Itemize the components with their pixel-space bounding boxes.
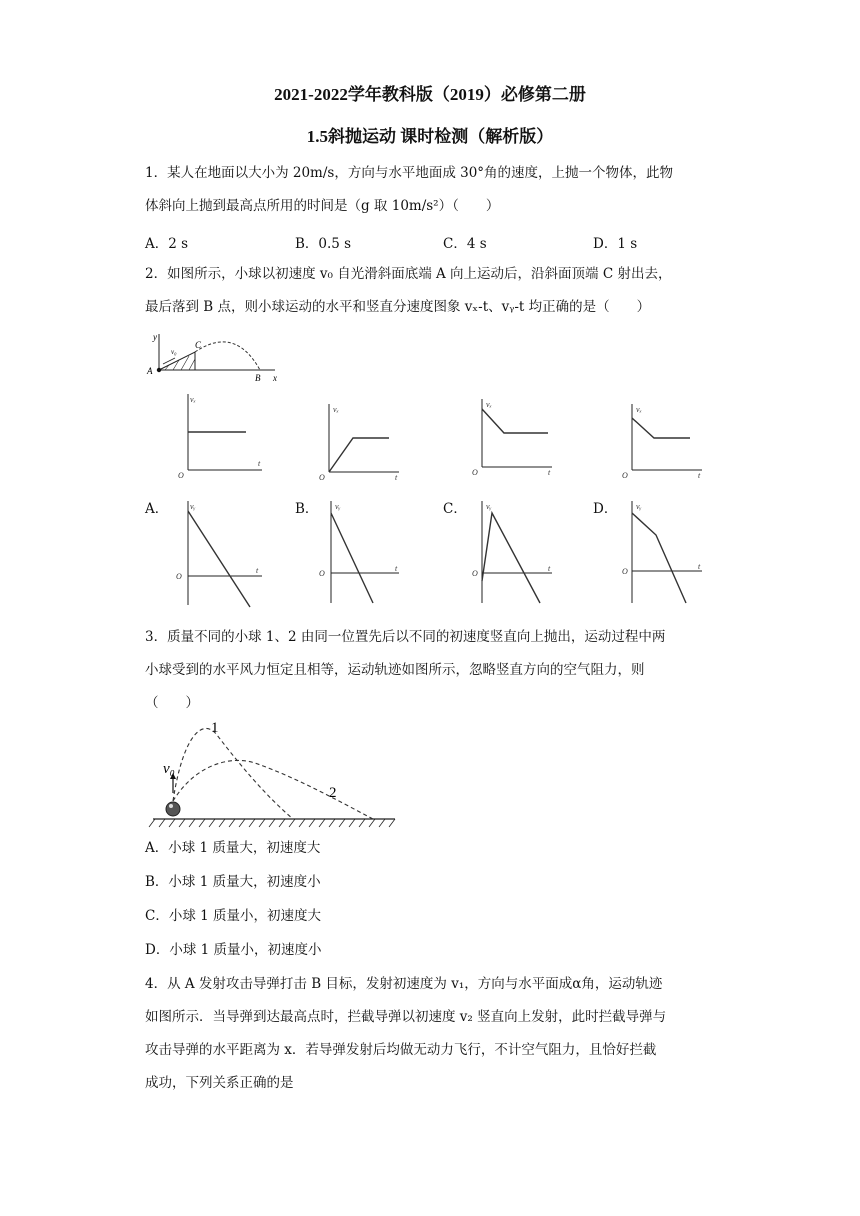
q4-stem-line1: 4．从 A 发射攻击导弹打击 B 目标，发射初速度为 v₁，方向与水平面成α角，运动轨迹 [145, 976, 663, 992]
svg-text:vᵧ: vᵧ [190, 502, 196, 511]
q1-option-a: A．2 s [145, 236, 189, 252]
q3-option-b: B．小球 1 质量大，初速度小 [145, 874, 321, 890]
q2-option-a: A． [145, 501, 169, 517]
svg-text:vᵧ: vᵧ [335, 502, 341, 511]
curve-1-label: 1 [211, 720, 219, 736]
curve-2-label: 2 [329, 785, 337, 801]
svg-text:O: O [472, 569, 478, 578]
svg-text:vᵧ: vᵧ [486, 502, 492, 511]
trajectory-curve [195, 342, 260, 370]
graph-d-vy [620, 497, 710, 609]
q1-stem-line1: 1．某人在地面以大小为 20m/s，方向与水平地面成 30°角的速度，上抛一个物体，此物 [145, 165, 674, 181]
q3-stem-line2: 小球受到的水平风力恒定且相等，运动轨迹如图所示，忽略竖直方向的空气阻力，则 [145, 662, 645, 678]
q3-trajectory-figure [145, 715, 405, 830]
q3-stem-line1: 3．质量不同的小球 1、2 由同一位置先后以不同的初速度竖直向上抛出，运动过程中两 [145, 629, 666, 645]
svg-text:vₓ: vₓ [333, 405, 339, 414]
document-title: 2021-2022学年教科版（2019）必修第二册 [274, 85, 586, 104]
document-subtitle: 1.5斜抛运动 课时检测（解析版） [306, 127, 554, 146]
graph-a-vy [170, 497, 270, 609]
v0-label: v₀ [163, 761, 175, 777]
q2-stem-line1: 2．如图所示，小球以初速度 v₀ 自光滑斜面底端 A 向上运动后，沿斜面顶端 C 射出去， [145, 266, 672, 282]
v0-label: v₀ [171, 348, 177, 356]
svg-text:t: t [395, 564, 398, 573]
q4-stem-line3: 攻击导弹的水平距离为 x．若导弹发射后均做无动力飞行，不计空气阻力，且恰好拦截 [145, 1042, 657, 1058]
q3-stem-line3: （ ） [145, 695, 199, 711]
q2-option-c: C． [443, 501, 467, 517]
b-label: B [255, 373, 261, 383]
a-label: A [147, 366, 153, 376]
graph-a-vx [170, 390, 270, 480]
q2-option-b: B． [295, 501, 319, 517]
svg-text:vᵧ: vᵧ [636, 502, 642, 511]
svg-text:O: O [176, 572, 182, 581]
svg-text:O: O [319, 473, 325, 480]
svg-text:t: t [698, 471, 701, 480]
graph-b-vy [315, 497, 405, 609]
q3-option-d: D．小球 1 质量小，初速度小 [145, 942, 322, 958]
svg-text:O: O [622, 471, 628, 480]
svg-text:O: O [178, 471, 184, 480]
q3-option-a: A．小球 1 质量大，初速度大 [145, 840, 321, 856]
trajectory-2 [173, 760, 373, 819]
q1-option-d: D．1 s [593, 236, 638, 252]
svg-text:O: O [319, 569, 325, 578]
q4-stem-line2: 如图所示．当导弹到达最高点时，拦截导弹以初速度 v₂ 竖直向上发射，此时拦截导弹与 [145, 1009, 667, 1025]
svg-text:t: t [258, 459, 261, 468]
svg-text:t: t [548, 468, 551, 475]
svg-text:vₓ: vₓ [486, 400, 492, 409]
x-label: x [273, 373, 277, 383]
svg-text:vₓ: vₓ [190, 395, 196, 404]
q2-stem-line2: 最后落到 B 点，则小球运动的水平和竖直分速度图象 vₓ-t、vᵧ-t 均正确的是（ ） [145, 299, 651, 315]
ball-icon [157, 368, 161, 372]
q1-option-c: C．4 s [443, 236, 487, 252]
svg-text:t: t [698, 562, 701, 571]
graph-d-vx [620, 400, 710, 480]
svg-text:t: t [395, 473, 398, 480]
svg-text:O: O [472, 468, 478, 475]
graph-b-vx [315, 400, 405, 480]
q1-stem-line2: 体斜向上抛到最高点所用的时间是（g 取 10m/s²）（ ） [145, 198, 500, 214]
graph-c-vy [470, 497, 560, 609]
svg-text:t: t [256, 566, 259, 575]
q3-option-c: C．小球 1 质量小，初速度大 [145, 908, 322, 924]
q1-option-b: B．0.5 s [295, 236, 352, 252]
y-label: y [153, 332, 157, 342]
svg-text:O: O [622, 567, 628, 576]
q2-motion-figure [145, 330, 285, 385]
trajectory-1 [173, 728, 293, 819]
svg-text:vₓ: vₓ [636, 405, 642, 414]
svg-text:t: t [548, 564, 551, 573]
ball-icon [166, 802, 180, 816]
graph-c-vx [470, 395, 560, 475]
c-label: C [195, 340, 202, 350]
incline [159, 352, 195, 370]
q2-option-d: D． [593, 501, 618, 517]
q4-stem-line4: 成功，下列关系正确的是 [145, 1075, 294, 1091]
